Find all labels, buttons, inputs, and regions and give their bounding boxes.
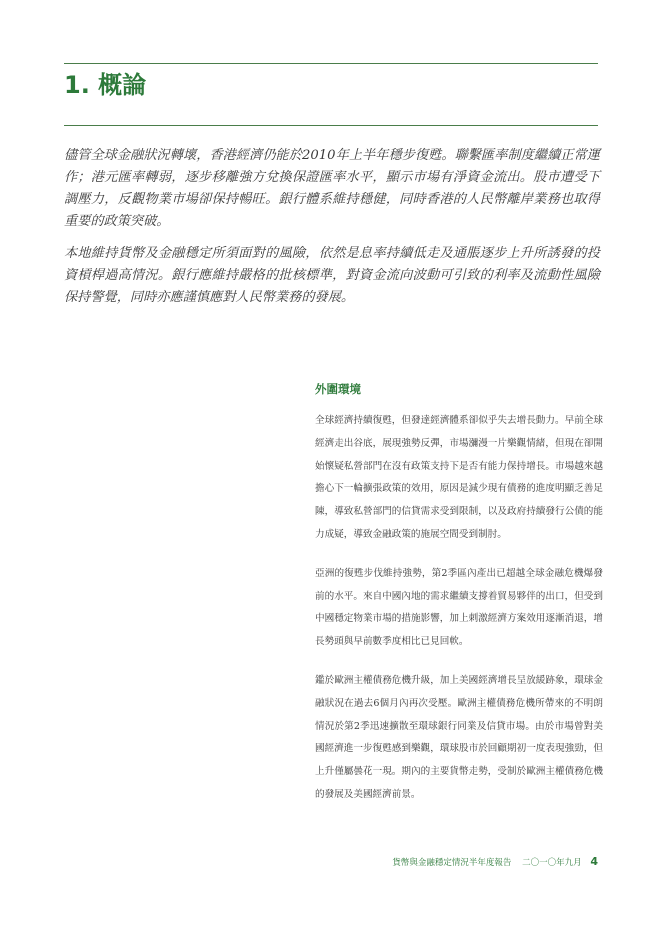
intro-section xyxy=(64,145,600,319)
page-footer xyxy=(392,856,598,869)
footer-publication: 貨幣與金融穩定情況半年度報告 xyxy=(392,858,512,868)
top-rule xyxy=(64,63,598,64)
section-paragraph: 全球經濟持續復甦，但發達經濟體系卻似乎失去增長動力。早前全球經濟走出谷底，展現強勢反彈，市場瀰漫一片樂觀情緒，但現在卻開始懷疑私營部門在沒有政策支持下是否有能力保持增長。市場越來越擔心下一輪擴張政策的效用，原因是減少現有債務的進度明顯乏善足陳，導致私營部門的信貸需求受到限制，以及政府持續發行公債的能力成疑，導致金融政策的施展空間受到制肘。 xyxy=(315,415,603,540)
intro-paragraph: 儘管全球金融狀況轉壞，香港經濟仍能於2010年上半年穩步復甦。聯繫匯率制度繼續正常運作；港元匯率轉弱，逐步移離強方兌換保證匯率水平，顯示市場有淨資金流出。股市遭受下調壓力，反觀物業市場卻保持暢旺。銀行體系維持穩健，同時香港的人民幣離岸業務也取得重要的政策突破。 xyxy=(64,148,600,229)
footer-date: 二〇一〇年九月 xyxy=(522,858,582,868)
chapter-title: 1. 概論 xyxy=(64,71,147,99)
section-paragraph: 鑑於歐洲主權債務危機升級，加上美國經濟增長呈放緩跡象，環球金融狀況在過去6個月內再次受壓。歐洲主權債務危機所帶來的不明朗情況於第2季迅速擴散至環球銀行同業及信貸市場。由於市場曾對美國經濟進一步復甦感到樂觀，環球股市於回顧期初一度表現強勁，但上升僅屬曇花一現。期內的主要貨幣走勢，受制於歐洲主權債務危機的發展及美國經濟前景。 xyxy=(315,674,603,800)
intro-paragraph: 本地維持貨幣及金融穩定所須面對的風險，依然是息率持續低走及通脹逐步上升所誘發的投資槓桿過高情況。銀行應維持嚴格的批核標準，對資金流向波動可引致的利率及流動性風險保持警覺，同時亦應謹慎應對人民幣業務的發展。 xyxy=(64,246,600,305)
section-heading: 外圍環境 xyxy=(315,382,361,396)
title-underline-rule xyxy=(64,125,598,126)
section-paragraph: 亞洲的復甦步伐維持強勢，第2季區內產出已超越全球金融危機爆發前的水平。來自中國內地的需求繼續支撐着貿易夥伴的出口，但受到中國穩定物業市場的措施影響，加上刺激經濟方案效用逐漸消退，增長勢頭與早前數季度相比已見回軟。 xyxy=(315,567,603,648)
page-number: 4 xyxy=(590,855,598,868)
external-environment-section xyxy=(315,380,603,823)
